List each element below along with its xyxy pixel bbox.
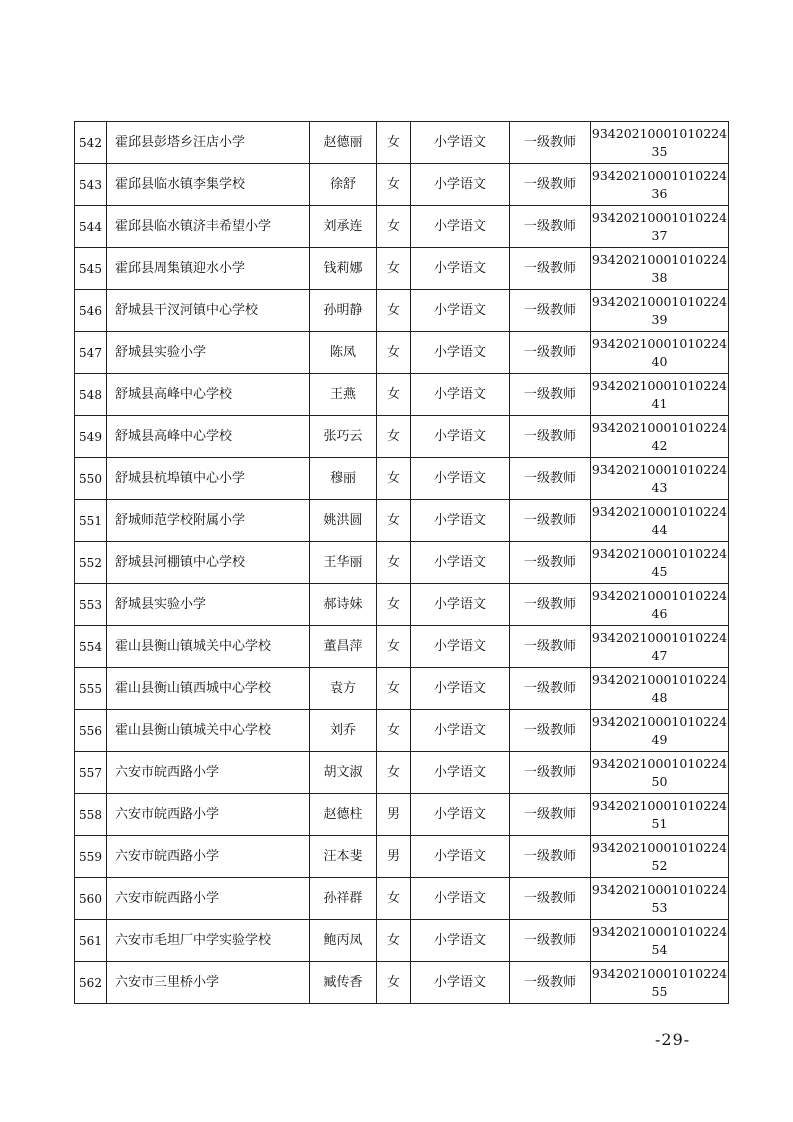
certificate-code-line-2: 36 xyxy=(651,185,668,201)
school-cell: 六安市皖西路小学 xyxy=(107,836,310,878)
teacher-name-cell: 赵德柱 xyxy=(310,794,377,836)
certificate-code-cell xyxy=(591,878,729,920)
subject-cell: 小学语文 xyxy=(411,584,510,626)
table-row xyxy=(75,836,729,878)
table-row xyxy=(75,668,729,710)
certificate-code-cell xyxy=(591,248,729,290)
certificate-code-line-1: 93420210001010224 xyxy=(591,335,728,351)
certificate-code-line-2: 39 xyxy=(651,311,668,327)
serial-number-cell: 550 xyxy=(75,458,107,500)
school-cell: 舒城县干汊河镇中心学校 xyxy=(107,290,310,332)
subject-cell: 小学语文 xyxy=(411,962,510,1004)
table-row xyxy=(75,248,729,290)
certificate-code-cell xyxy=(591,122,729,164)
certificate-code-line-2: 53 xyxy=(651,899,668,915)
certificate-code-line-2: 46 xyxy=(651,605,668,621)
table-body xyxy=(75,122,729,1004)
subject-cell: 小学语文 xyxy=(411,752,510,794)
serial-number-cell: 561 xyxy=(75,920,107,962)
title-cell: 一级教师 xyxy=(510,332,591,374)
certificate-code-line-2: 48 xyxy=(651,689,668,705)
school-cell: 舒城师范学校附属小学 xyxy=(107,500,310,542)
title-cell: 一级教师 xyxy=(510,542,591,584)
title-cell: 一级教师 xyxy=(510,878,591,920)
school-cell: 六安市皖西路小学 xyxy=(107,878,310,920)
certificate-code-line-1: 93420210001010224 xyxy=(591,797,728,813)
certificate-code-cell xyxy=(591,458,729,500)
certificate-code-cell xyxy=(591,374,729,416)
table-row xyxy=(75,500,729,542)
table-row xyxy=(75,752,729,794)
certificate-code-cell xyxy=(591,920,729,962)
certificate-code-line-2: 44 xyxy=(651,521,668,537)
school-cell: 舒城县河棚镇中心学校 xyxy=(107,542,310,584)
serial-number-cell: 557 xyxy=(75,752,107,794)
certificate-code-cell xyxy=(591,206,729,248)
certificate-code-line-1: 93420210001010224 xyxy=(591,209,728,225)
title-cell: 一级教师 xyxy=(510,164,591,206)
title-cell: 一级教师 xyxy=(510,710,591,752)
subject-cell: 小学语文 xyxy=(411,542,510,584)
certificate-code-cell xyxy=(591,668,729,710)
school-cell: 六安市皖西路小学 xyxy=(107,752,310,794)
certificate-code-line-2: 45 xyxy=(651,563,668,579)
teacher-name-cell: 孙明静 xyxy=(310,290,377,332)
table-row xyxy=(75,290,729,332)
serial-number-cell: 545 xyxy=(75,248,107,290)
serial-number-cell: 543 xyxy=(75,164,107,206)
school-cell: 舒城县高峰中心学校 xyxy=(107,416,310,458)
serial-number-cell: 547 xyxy=(75,332,107,374)
certificate-code-cell xyxy=(591,500,729,542)
school-cell: 六安市三里桥小学 xyxy=(107,962,310,1004)
teacher-name-cell: 张巧云 xyxy=(310,416,377,458)
certificate-table xyxy=(74,121,729,1004)
certificate-code-line-2: 49 xyxy=(651,731,668,747)
teacher-name-cell: 钱莉娜 xyxy=(310,248,377,290)
title-cell: 一级教师 xyxy=(510,836,591,878)
serial-number-cell: 555 xyxy=(75,668,107,710)
serial-number-cell: 546 xyxy=(75,290,107,332)
table-row xyxy=(75,710,729,752)
gender-cell: 女 xyxy=(377,584,411,626)
certificate-code-line-1: 93420210001010224 xyxy=(591,461,728,477)
serial-number-cell: 556 xyxy=(75,710,107,752)
certificate-code-line-2: 51 xyxy=(651,815,668,831)
teacher-name-cell: 臧传香 xyxy=(310,962,377,1004)
teacher-name-cell: 王华丽 xyxy=(310,542,377,584)
teacher-name-cell: 王燕 xyxy=(310,374,377,416)
certificate-code-line-1: 93420210001010224 xyxy=(591,965,728,981)
certificate-code-cell xyxy=(591,164,729,206)
certificate-code-line-1: 93420210001010224 xyxy=(591,545,728,561)
gender-cell: 女 xyxy=(377,248,411,290)
certificate-code-line-2: 43 xyxy=(651,479,668,495)
table-row xyxy=(75,332,729,374)
subject-cell: 小学语文 xyxy=(411,794,510,836)
certificate-code-line-1: 93420210001010224 xyxy=(591,755,728,771)
subject-cell: 小学语文 xyxy=(411,710,510,752)
table-row xyxy=(75,878,729,920)
certificate-code-cell xyxy=(591,332,729,374)
certificate-code-cell xyxy=(591,416,729,458)
gender-cell: 女 xyxy=(377,668,411,710)
title-cell: 一级教师 xyxy=(510,206,591,248)
certificate-code-cell xyxy=(591,710,729,752)
certificate-code-line-2: 35 xyxy=(651,143,668,159)
title-cell: 一级教师 xyxy=(510,374,591,416)
serial-number-cell: 553 xyxy=(75,584,107,626)
certificate-code-line-2: 54 xyxy=(651,941,668,957)
teacher-name-cell: 陈凤 xyxy=(310,332,377,374)
gender-cell: 女 xyxy=(377,122,411,164)
table-row xyxy=(75,374,729,416)
certificate-code-line-1: 93420210001010224 xyxy=(591,671,728,687)
table-row xyxy=(75,920,729,962)
certificate-code-cell xyxy=(591,836,729,878)
serial-number-cell: 542 xyxy=(75,122,107,164)
certificate-code-line-2: 37 xyxy=(651,227,668,243)
school-cell: 六安市皖西路小学 xyxy=(107,794,310,836)
certificate-code-line-2: 52 xyxy=(651,857,668,873)
subject-cell: 小学语文 xyxy=(411,836,510,878)
table-row xyxy=(75,458,729,500)
serial-number-cell: 560 xyxy=(75,878,107,920)
subject-cell: 小学语文 xyxy=(411,332,510,374)
certificate-code-line-2: 41 xyxy=(651,395,668,411)
title-cell: 一级教师 xyxy=(510,290,591,332)
gender-cell: 女 xyxy=(377,290,411,332)
teacher-name-cell: 刘承连 xyxy=(310,206,377,248)
certificate-code-cell xyxy=(591,962,729,1004)
table-row xyxy=(75,122,729,164)
gender-cell: 男 xyxy=(377,794,411,836)
serial-number-cell: 548 xyxy=(75,374,107,416)
subject-cell: 小学语文 xyxy=(411,164,510,206)
gender-cell: 女 xyxy=(377,626,411,668)
gender-cell: 女 xyxy=(377,164,411,206)
certificate-code-line-1: 93420210001010224 xyxy=(591,293,728,309)
title-cell: 一级教师 xyxy=(510,626,591,668)
title-cell: 一级教师 xyxy=(510,122,591,164)
certificate-code-line-2: 55 xyxy=(651,983,668,999)
teacher-name-cell: 袁方 xyxy=(310,668,377,710)
gender-cell: 女 xyxy=(377,542,411,584)
teacher-name-cell: 胡文淑 xyxy=(310,752,377,794)
subject-cell: 小学语文 xyxy=(411,920,510,962)
certificate-code-cell xyxy=(591,290,729,332)
gender-cell: 女 xyxy=(377,332,411,374)
serial-number-cell: 549 xyxy=(75,416,107,458)
table-row xyxy=(75,584,729,626)
subject-cell: 小学语文 xyxy=(411,458,510,500)
serial-number-cell: 552 xyxy=(75,542,107,584)
subject-cell: 小学语文 xyxy=(411,500,510,542)
school-cell: 舒城县实验小学 xyxy=(107,332,310,374)
subject-cell: 小学语文 xyxy=(411,416,510,458)
table-row xyxy=(75,164,729,206)
certificate-code-line-1: 93420210001010224 xyxy=(591,503,728,519)
table-row xyxy=(75,962,729,1004)
subject-cell: 小学语文 xyxy=(411,626,510,668)
table-row xyxy=(75,542,729,584)
table-row xyxy=(75,794,729,836)
title-cell: 一级教师 xyxy=(510,962,591,1004)
page-number: -29- xyxy=(655,1030,691,1049)
gender-cell: 女 xyxy=(377,878,411,920)
subject-cell: 小学语文 xyxy=(411,122,510,164)
serial-number-cell: 551 xyxy=(75,500,107,542)
title-cell: 一级教师 xyxy=(510,584,591,626)
school-cell: 舒城县杭埠镇中心小学 xyxy=(107,458,310,500)
table-row xyxy=(75,416,729,458)
serial-number-cell: 544 xyxy=(75,206,107,248)
certificate-code-cell xyxy=(591,626,729,668)
teacher-name-cell: 刘乔 xyxy=(310,710,377,752)
gender-cell: 女 xyxy=(377,710,411,752)
certificate-code-line-1: 93420210001010224 xyxy=(591,923,728,939)
subject-cell: 小学语文 xyxy=(411,374,510,416)
title-cell: 一级教师 xyxy=(510,458,591,500)
certificate-code-line-1: 93420210001010224 xyxy=(591,125,728,141)
gender-cell: 女 xyxy=(377,920,411,962)
title-cell: 一级教师 xyxy=(510,248,591,290)
subject-cell: 小学语文 xyxy=(411,290,510,332)
subject-cell: 小学语文 xyxy=(411,878,510,920)
title-cell: 一级教师 xyxy=(510,668,591,710)
school-cell: 霍山县衡山镇城关中心学校 xyxy=(107,710,310,752)
subject-cell: 小学语文 xyxy=(411,206,510,248)
school-cell: 舒城县高峰中心学校 xyxy=(107,374,310,416)
title-cell: 一级教师 xyxy=(510,416,591,458)
certificate-code-cell xyxy=(591,794,729,836)
certificate-code-line-1: 93420210001010224 xyxy=(591,629,728,645)
certificate-code-line-2: 47 xyxy=(651,647,668,663)
school-cell: 六安市毛坦厂中学实验学校 xyxy=(107,920,310,962)
teacher-name-cell: 徐舒 xyxy=(310,164,377,206)
subject-cell: 小学语文 xyxy=(411,248,510,290)
certificate-code-cell xyxy=(591,542,729,584)
teacher-name-cell: 赵德丽 xyxy=(310,122,377,164)
school-cell: 霍邱县临水镇李集学校 xyxy=(107,164,310,206)
title-cell: 一级教师 xyxy=(510,752,591,794)
table-row xyxy=(75,626,729,668)
certificate-code-line-2: 42 xyxy=(651,437,668,453)
school-cell: 舒城县实验小学 xyxy=(107,584,310,626)
serial-number-cell: 559 xyxy=(75,836,107,878)
teacher-name-cell: 穆丽 xyxy=(310,458,377,500)
gender-cell: 男 xyxy=(377,836,411,878)
title-cell: 一级教师 xyxy=(510,794,591,836)
serial-number-cell: 554 xyxy=(75,626,107,668)
certificate-code-cell xyxy=(591,752,729,794)
title-cell: 一级教师 xyxy=(510,500,591,542)
certificate-code-cell xyxy=(591,584,729,626)
certificate-code-line-1: 93420210001010224 xyxy=(591,251,728,267)
teacher-name-cell: 鲍丙凤 xyxy=(310,920,377,962)
serial-number-cell: 558 xyxy=(75,794,107,836)
gender-cell: 女 xyxy=(377,458,411,500)
school-cell: 霍山县衡山镇西城中心学校 xyxy=(107,668,310,710)
school-cell: 霍邱县周集镇迎水小学 xyxy=(107,248,310,290)
gender-cell: 女 xyxy=(377,206,411,248)
title-cell: 一级教师 xyxy=(510,920,591,962)
gender-cell: 女 xyxy=(377,416,411,458)
school-cell: 霍山县衡山镇城关中心学校 xyxy=(107,626,310,668)
gender-cell: 女 xyxy=(377,500,411,542)
certificate-code-line-2: 40 xyxy=(651,353,668,369)
certificate-code-line-1: 93420210001010224 xyxy=(591,167,728,183)
certificate-code-line-1: 93420210001010224 xyxy=(591,587,728,603)
teacher-name-cell: 孙祥群 xyxy=(310,878,377,920)
school-cell: 霍邱县临水镇济丰希望小学 xyxy=(107,206,310,248)
certificate-code-line-2: 38 xyxy=(651,269,668,285)
subject-cell: 小学语文 xyxy=(411,668,510,710)
certificate-code-line-1: 93420210001010224 xyxy=(591,839,728,855)
gender-cell: 女 xyxy=(377,752,411,794)
teacher-name-cell: 董昌萍 xyxy=(310,626,377,668)
teacher-name-cell: 姚洪圆 xyxy=(310,500,377,542)
certificate-code-line-1: 93420210001010224 xyxy=(591,713,728,729)
teacher-name-cell: 汪本斐 xyxy=(310,836,377,878)
serial-number-cell: 562 xyxy=(75,962,107,1004)
certificate-code-line-1: 93420210001010224 xyxy=(591,419,728,435)
certificate-code-line-1: 93420210001010224 xyxy=(591,881,728,897)
gender-cell: 女 xyxy=(377,374,411,416)
certificate-code-line-1: 93420210001010224 xyxy=(591,377,728,393)
certificate-code-line-2: 50 xyxy=(651,773,668,789)
teacher-name-cell: 郝诗妹 xyxy=(310,584,377,626)
school-cell: 霍邱县彭塔乡汪店小学 xyxy=(107,122,310,164)
gender-cell: 女 xyxy=(377,962,411,1004)
table-row xyxy=(75,206,729,248)
